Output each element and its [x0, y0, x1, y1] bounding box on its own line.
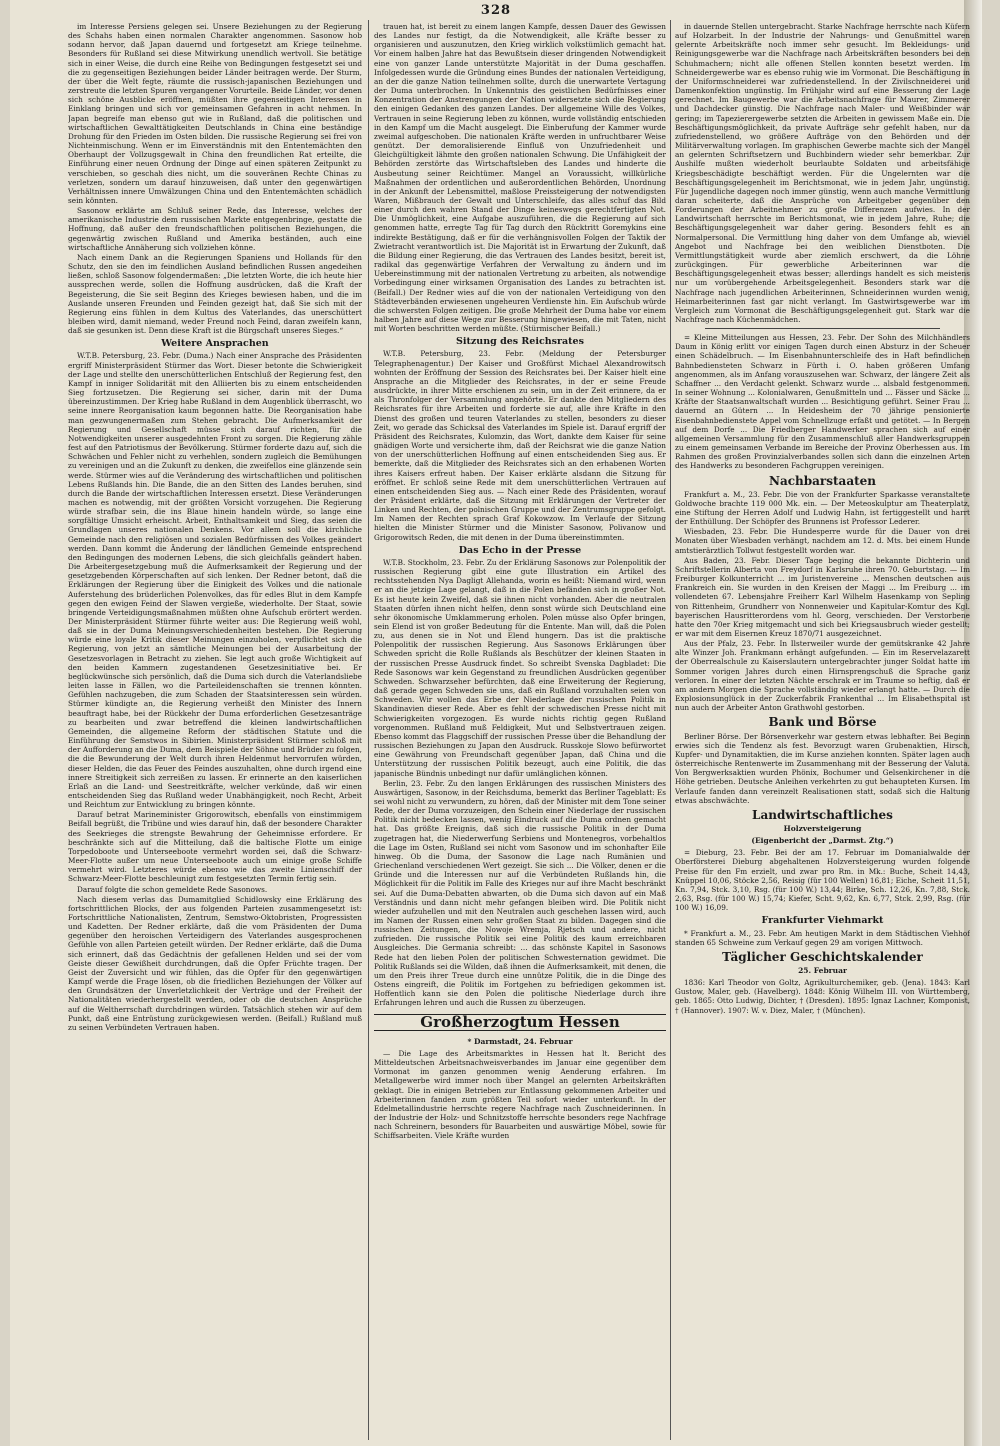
- paragraph: Darauf betrat Marineminister Grigorowitsch, ebenfalls von einstimmigem Beifall begrüßt, die Tribüne und wies darauf hin, daß der besondere Charakter des Seekrieges die strengste Bewahrung der Geheimnisse erfordere. Er beschränkte sich auf die Mitteilung, daß die baltische Flotte um einige Torpedoboote und Unterseeboote vermehrt worden sei, daß die Schwarz-Meer-Flotte außer um neue Unterseeboote auch um einige große Schiffe vermehrt wird. Letzteres würde ebenso wie das zweite Linienschiff der Schwarz-Meer-Flotte beschleunigt zum festgesetzten Termin fertig sein.: [68, 810, 362, 884]
- section-heading: Frankfurter Viehmarkt: [761, 915, 884, 927]
- dateline: * Darmstadt, 24. Februar: [467, 1036, 573, 1046]
- paragraph: = Dieburg, 23. Febr. Bei der am 17. Februar im Domanialwalde der Oberförsterei Dieburg abgehaltenen Holzversteigerung wurden folgende Preise für den Fm erzielt, und zwar pro Rm. in Mk.: Buche, Scheit 14,43, Knüppel 10,06, Stöcke 2,56, Reisig (für 100 Wellen) 16,81; Eiche, Scheit 11,51, Kn. 7,94, Stck. 3,10, Rsg. (für 100 W.) 13,44; Birke, Sch. 12,26, Kn. 7,88, Stck. 2,63, Rsg. (für 100 W.) 15,74; Kiefer, Scht. 9,62, Kn. 6,77, Stck. 2,99, Rsg. (für 100 W.) 16,09.: [675, 848, 970, 913]
- divider: [705, 328, 940, 329]
- section-heading: Täglicher Geschichtskalender: [722, 949, 923, 964]
- column-rule: [670, 20, 671, 1440]
- paragraph: Aus der Pfalz, 23. Febr. In Ilsterweiler wurde der gemütskranke 42 Jahre alte Winzer Joh. Frankmann erhängt aufgefunden. — Ein im Reservelazarett der Oberrealschule zu Kaiserslautern untergebrachter junger Soldat hatte im Sommer vorigen Jahres durch einen Hirnsprengschuß die Sprache ganz verloren. In einer der letzten Nächte erschrak er im Traume so heftig, daß er am andern Morgen die Sprache vollständig wieder erlangt hatte. — Durch die Explosionsunglück in der Zuckerfabrik Frankenthal ... Im Elisabethspital ist nun auch der Arbeiter Anton Grathwohl gestorben.: [675, 639, 970, 713]
- paragraph: Berlin, 23. Febr. Zu den langen Erklärungen des russischen Ministers des Auswärtigen, Sasonow, in der Reichsduma, bemerkt das Berliner Tageblatt: Es sei wohl nicht zu verwundern, zu hören, daß der Minister mit dem Tone seiner Rede, der der Duma vorzuzeigen, den Schein einer Niederlage der russischen Politik nicht bedecken lassen, wenig Eindruck auf die Duma ordnen gemacht hat. Das größte Ereignis, daß sich die russische Politik in der Duma zugetragen hat, die Niederwerfung Serbiens und Montenegros, vorbehaltlos die Lage im Osten, Rußland sei nicht vom Sasonow und im schonhafter Eile hinweg. Ob die Duma, der Sasonow die Lage nach Rumänien und Griechenland verschiedenen Wert gezeigt. Sie sich ... Die Völker, denen er die Gründe und die Interessen nur auf die Verbündeten Rußlands hin, die Möglichkeit für die Politik im Falle des Krieges nur auf ihre Macht beschränkt sei. Auf die Duma-Debatten abwarten, ob die Duma sich davon auf ein Maß Verständnis und dann nicht mehr gefangen bleiben wird. Die Politik nicht wieder aufzuhellen und mit den Neutralen auch geschehen lassen wird, auch im Namen der Russen einen sehr großen Staat zu bilden. Dagegen sind die russischen Zeitungen, die Nowoje Wremja, Rjetsch und andere, nicht zufrieden. Die russische Politik sei eine Politik des kaum erreichbaren Ausgleiches. Die Germania schreibt: ... das schönste Kapitel in Sasonows Rede hat den lieben Polen der politischen Schwesternation gewidmet. Die Politik Rußlands sei die Wilden, daß ihnen die Aufmerksamkeit, mit denen, die um den Preis ihrer Treue durch eine unnütze Politik, die in die Dinge des Ostens eingreift, die Politik im Fortgehen zu befriedigen gekommen ist. Hoffentlich kann sie den Polen die politische Niederlage durch ihre Erfahrungen lehren und auch die Russen zu überzeugen.: [374, 778, 666, 1008]
- column-1: [68, 22, 362, 1437]
- paragraph: Wiesbaden, 23. Febr. Die Hundesperre wurde für die Dauer von drei Monaten über Wiesbaden verhängt, nachdem am 12. d. Mts. bei einem Hunde amtstierärztlich Tollwut festgestellt worden war.: [675, 527, 970, 555]
- paragraph: im Interesse Persiens gelegen sei. Unsere Beziehungen zu der Regierung des Schahs haben einen normalen Charakter angenommen. Sasonow hob sodann hervor, daß Japan dauernd und fortgesetzt am Kriege teilnehme. Besonders für Rußland sei diese Mitwirkung unendlich wertvoll. Sie betätige sich in einer Weise, die durch eine Reihe von Bedingungen festgesetzt sei und die zu gegenseitigen Beziehungen beider Länder beitragen werde. Der Sturm, der über die Welt fegte, räumte die russisch-japanischen Beziehungen und zerstreute die letzten Spuren vergangener Vorurteile. Beide Länder, vor denen sich schöne Ausblicke eröffnen, müßten ihre gegenseitigen Interessen in Einklang bringen und sich vor gemeinsamen Gefahren in acht nehmen. In Japan begreife man ebenso gut wie in Rußland, daß die politischen und wirtschaftlichen Gewalttätigkeiten Deutschlands in China eine beständige Drohung für den Frieden im Osten bilden. Die russische Regierung sei frei von Nichteinmischung. Wenn er im Einverständnis mit den Ententemächten den Oberhaupt der Vollzugsgewalt in China den freundlichen Rat erteilte, die Einführung einer neuen Ordnung der Dinge auf einen späteren Zeitpunkt zu verschieben, so geschah dies nicht, um die souveränen Rechte Chinas zu verletzen, sondern um darauf hinzuweisen, daß unter den gegenwärtigen Verhältnissen innere Umwälzungen China und den Ententemächten schädlich sein könnten.: [68, 22, 362, 205]
- paragraph: W.T.B. Petersburg, 23. Febr. (Duma.) Nach einer Ansprache des Präsidenten ergriff Ministerpräsident Stürmer das Wort. Dieser betonte die Schwierigkeit der Lage und stellte den unerschütterlichen Entschluß der Regierung fest, den Kampf in inniger Solidarität mit den Alliierten bis zu einem entscheidenden Sieg fortzusetzen. Die Regierung sei sicher, darin mit der Duma übereinzustimmen. Der Krieg habe Rußland in dem Augenblick überrascht, wo seine innere Reorganisation kaum begonnen hatte. Die Reorganisation habe man gezwungenermaßen zum Stehen gebracht. Die Aufmerksamkeit der Regierung und Gesellschaft müsse sich darauf richten, für die Notwendigkeiten unserer ausgedehnten Front zu sorgen. Die Regierung zähle fest auf den Patriotismus der Bevölkerung. Stürmer forderte dazu auf, sich die Schwächen und Fehler nicht zu verhehlen, sondern zugleich die Bemühungen zu vereinigen und an die Zukunft zu denken, die zweifellos eine glänzende sein werde. Stürmer wies auf die Veränderung des wirtschaftlichen und politischen Lebens Rußlands hin. Die Bande, die an den Sitten des Landes beruhen, sind durch die Bande der wirtschaftlichen Interessen ersetzt. Diese Veränderungen machen es notwendig, mit der größten Vorsicht vorzugehen. Die Regierung würde strafbar sein, die ins Blaue hinein handeln würde, so lange eine sorgfältige Umsicht erheischt. Arbeit, Enthaltsamkeit und Sieg, das seien die Grundlagen unseres nationalen Denkens. Vor allem soll die kirchliche Gemeinde nach den religiösen und sozialen Bedürfnissen des Volkes geändert werden. Dann kommt die Änderung der ländlichen Gemeinde entsprechend den Bedingungen des modernen Lebens, die sich gleichfalls geändert haben. Die Arbeitergesetzgebung muß die Aufmerksamkeit der Regierung und der gesetzgebenden Körperschaften auf sich lenken. Der Redner betont, daß die Erklärungen der Regierung über die Einigkeit des Volkes und die nationale Auferstehung des brüderlichen Polenvolkes, das für edles Blut in dem Kampfe gegen den ewigen Feind der Slawen vergieße, wiederholte. Der Staat, sowie bringende Verteidigungsmaßnahmen müßten ohne Aufschub erörtert werden. Der Ministerpräsident Stürmer führte weiter aus: Die Regierung weiß wohl, daß sie in der Duma Meinungsverschiedenheiten bestehen. Die Regierung würde eine loyale Kritik dieser Meinungen einzuholen, verpflichtet sich die Regierung, von jetzt an sämtliche Meinungen bei der Ausarbeitung der Gesetzesvorlagen in Betracht zu ziehen. Sie legt auch große Wichtigkeit auf den beiden Kammern zugestandenen Gesetzesinitiative bei. Er beglückwünsche sich persönlich, daß die Duma sich durch die Vaterlandsliebe leiten lasse in Fällen, wo die Parteileidenschaften sie trennen könnten. Gefühlen nachzugeben, die zum Schaden der Staatsinteressen sein würden. Stürmer kündigte an, die Regierung verheißt den Minister des Innern beauftragt habe, bei der Rückkehr der Duma erforderlichen Gesetzesanträge zu bearbeiten und zwar betreffend die kleinen landwirtschaftlichen Gemeinden, die allgemeine Reform der städtischen Statute und die Einführung der Semstwos in Sibirien. Ministerpräsident Stürmer schloß mit der Aufforderung an die Duma, dem Beispiele der Söhne und Brüder zu folgen, die die Bewunderung der Welt durch ihren Heldenmut hervorrufen würden, dieser Helden, die das Feuer des Feindes auszuhalten, ohne durch irgend eine innere Streitigkeit sich zerreißen zu lassen. Er erinnerte an den kaiserlichen Erlaß an die Land- und Seestreitkräfte, welcher verkünde, daß wir einen entscheidenden Sieg das Rußland weder Unabhängigkeit, noch Recht, Arbeit und Reichtum zur Entwicklung zu bringen könnte.: [68, 351, 362, 810]
- section-heading: Landwirtschaftliches: [752, 807, 893, 822]
- column-rule: [368, 20, 369, 1440]
- paragraph: * Frankfurt a. M., 23. Febr. Am heutigen Markt in dem Städtischen Viehhof standen 65 Schweine zum Verkauf gegen 29 am vorigen Mittwoch.: [675, 928, 970, 947]
- section-heading-large: Großherzogtum Hessen: [374, 1014, 666, 1031]
- column-2: [374, 22, 666, 1437]
- section-heading: Das Echo in der Presse: [458, 544, 582, 556]
- paragraph: W.T.B. Petersburg, 23. Febr. (Meldung der Petersburger Telegraphenagentur.) Der Kaiser und Großfürst Michael Alexandrowitsch wohnten der Eröffnung der Session des Reichsrates bei. Der Kaiser hielt eine Ansprache an die Mitglieder des Reichsrates, in der er seine Freude ausdrückte, in ihrer Mitte erschienen zu sein, um in der Zeit erinnere, da er als Thronfolger der Versammlung angehörte. Er dankte den Mitgliedern des Reichsrates für ihre Arbeiten und forderte sie auf, alle ihre Kräfte in den Dienst des großen und teuren Vaterlandes zu stellen, besonders zu dieser Zeit, wo gerade das Schicksal des Vaterlandes im Spiele ist. Darauf ergriff der Präsident des Reichsrates, Kulomzin, das Wort, dankte dem Kaiser für seine gnädigen Worte und versicherte ihm, daß der Reichsrat wie die ganze Nation von der unerschütterlichen Hoffnung auf einen entscheidenden Sieg aus. Er bemerkte, daß die Mitglieder des Reichsrates sich an den erhabenen Worten ihres Kaisers erfreut haben. Der Kaiser erklärte alsdann die Sitzung für eröffnet. Er schloß seine Rede mit dem unerschütterlichen Vertrauen auf einen entscheidenden Sieg aus. — Nach einer Rede des Präsidenten, worauf der Präsident erklärte, daß die Sitzung mit Erklärungen der Vertreter der Linken und Rechten, der polnischen Gruppe und der Zentrumsgruppe gefolgt. Im Namen der Rechten sprach Graf Kokowzow. Im Verlaufe der Sitzung hielten die Minister Stürmer und die Minister Sasonow, Polivanow und Grigorowitsch Reden, die mit denen in der Duma übereinstimmten.: [374, 349, 666, 542]
- subheading: 25. Februar: [798, 966, 847, 975]
- paragraph: Frankfurt a. M., 23. Febr. Die von der Frankfurter Sparkasse veranstaltete Goldwoche brachte 119 000 Mk. ein. — Der Meteoskulptur am Theaterplatz, eine Stiftung der Herren Adolf und Ludwig Hahn, ist fertiggestellt und harrt der Enthüllung. Der Schöpfer des Brunnens ist Professor Lederer.: [675, 489, 970, 527]
- paragraph: Berliner Börse. Der Börsenverkehr war gestern etwas lebhafter. Bei Beginn erwies sich die Tendenz als fest. Bevorzugt waren Grubenaktien, Hirsch, Kupfer- und Dynamitaktien, die im Kurse anziehen konnten. Später lagen auch österreichische Rentenwerte im Zusammenhang mit der Besserung der Valuta. Von Bergwerksaktien wurden Phönix, Bochumer und Gelsenkirchener in die Höhe getrieben. Deutsche Anleihen verkehrten zu gut behaupteten Kursen. Im Verlaufe fanden dann vereinzelt Realisationen statt, sodaß sich die Haltung etwas abschwächte.: [675, 731, 970, 805]
- paragraph: Aus Baden, 23. Febr. Dieser Tage beging die bekannte Dichterin und Schriftstellerin Alberta von Freydorf in Karlsruhe ihren 70. Geburtstag. — Im Freiburger Kolkunterricht ... im Juristenvereine ... Menschen deutschen aus Frankreich ein. Sie wurden in den Kreisen der Maggi ... Im Freiburg ... im vollendeten 67. Lebensjahre Freiherr Karl Wilhelm Hasenkamp von Sepling von Rittenheim, Grundherr von Nonnenweier und Kapitular-Komtur des Kgl. bayerischen Hausritterordens vom hl. Georg, verschieden. Der Verstorbene hatte den 70er Krieg mitgemacht und sich bei Kriegsausbruch wieder gestellt; er war mit dem Eisernen Kreuz 1870/71 ausgezeichnet.: [675, 555, 970, 638]
- subheading: (Eigenbericht der „Darmst. Ztg.“): [751, 836, 894, 846]
- paragraph: = Kleine Mitteilungen aus Hessen, 23. Febr. Der Sohn des Milchhändlers Daum in König erlitt vor einigen Tagen durch einen Absturz in der Scheuer einen Schädelbruch. — Im Eisenbahnunterschleife des in Haft befindlichen Bahnbediensteten Schwarz in Fürth i. O. haben größeren Umfang angenommen, als im Anfang vorauszusehen war. Schwarz, der längere Zeit als Schaffner ... den Verdacht gelenkt. Schwarz wurde ... alsbald festgenommen. In seiner Wohnung ... Kolonialwaren, Genußmitteln und ... Fässer und Säcke ... Kräfte der Staatsanwaltschaft wurden ... Besichtigung geführt. Seiner Frau ... dauernd an Gütern ... In Heidesheim der 70 jährige pensionierte Eisenbahnbedienstete Appel vom Schnellzuge erfaßt und getötet. — In Bergen auf dem Dorfe ... Die Friedberger Handwerker sprachen sich auf einer allgemeinen Versammlung für den Zusammenschluß aller Handwerksgruppen zu einem gemeinsamen Verbande im Bereiche der Provinz Oberhessen aus. Im Rahmen des großen Provinzialverbandes sollen sich dann die einzelnen Arten des Handwerks zu besonderen Fachgruppen vereinigen.: [675, 333, 970, 471]
- paragraph: in dauernde Stellen untergebracht. Starke Nachfrage herrschte nach Küfern auf Holzarbeit. In der Industrie der Nahrungs- und Genußmittel waren gelernte Arbeitskräfte noch immer sehr gesucht. Im Bekleidungs- und Reinigungsgewerbe war die Nachfrage nach Arbeitskräften besonders bei den Schuhmachern; nicht alle offenen Stellen konnten besetzt werden. Im Schneidergewerbe war es ebenso ruhig wie im Vormonat. Die Beschäftigung in der Uniformschneiderei war zufriedenstellend. In der Zivilschneiderei und Damenkonfektion ungünstig. Im Frühjahr wird auf eine Besserung der Lage gerechnet. Im Baugewerbe war die Arbeitsnachfrage für Maurer, Zimmerer und Dachdecker günstig. Die Nachfrage nach Maler- und Weißbinder war gering; im Tapezierergewerbe setzten die Arbeiten in gewissem Maße ein. Die Beschäftigungsmöglichkeit, da private Aufträge sehr gefehlt haben, nur da zufriedenstellend, wo größere Aufträge von den Behörden und der Militärverwaltung vorlagen. Im graphischen Gewerbe machte sich der Mangel an gelernten Schriftsetzern und Buchbindern wieder sehr bemerkbar. Zur Aushilfe mußten wiederholt beurlaubte Soldaten und arbeitsfähige Kriegsbeschädigte beschäftigt werden. Für die Ungelernten war die Beschäftigungsgelegenheit im Berichtsmonat, wie in jedem Jahr, ungünstig. Für Jugendliche dagegen noch immer günstig, wenn auch manche Vermittlung daran scheiterte, daß die Ansprüche von Arbeitgeber gegenüber den Forderungen der Arbeitnehmer zu große Differenzen aufwies. In der Landwirtschaft herrschte im Berichtsmonat, wie in jedem Jahre, Ruhe; die Beschäftigungsgelegenheit war daher gering. Besonders fehlt es an Normalpersonal. Die Vermittlung hing daher von dem Umfange ab, wieviel Angebot und Nachfrage bei den weiblichen Dienstboten. Die Vermittlungstätigkeit wurde aber ziemlich erschwert, da die Löhne zurückgingen. Für gewerbliche Arbeiterinnen war die Beschäftigungsgelegenheit etwas besser; allerdings handelt es sich meistens nur um vorübergehende Arbeitsgelegenheit. Besonders stark war die Nachfrage nach jugendlichen Arbeiterinnen, Schneiderinnen wurden wenig, Heimarbeiterinnen fast gar nicht verlangt. Im Gastwirtsgewerbe war im Vergleich zum Vormonat die Beschäftigungsgelegenheit gut. Stark war die Nachfrage nach Küchenmädchen.: [675, 22, 970, 324]
- section-heading: Sitzung des Reichsrates: [456, 336, 584, 348]
- page-number: 328: [480, 3, 512, 18]
- subheading: Holzversteigerung: [783, 823, 862, 833]
- paragraph: Nach einem Dank an die Regierungen Spaniens und Hollands für den Schutz, den sie den im feindlichen Ausland befindlichen Russen angedeihen ließen, schloß Sasonow folgendermaßen: „Die letzten Worte, die ich heute hier aussprechen werde, sollen die Hoffnung ausdrücken, daß die Kraft der Begeisterung, die Sie seit Beginn des Krieges bewiesen haben, und die im Auslande unseren Freunden und Feinden gezeigt hat, daß Sie sich mit der Regierung eins fühlen in dem Kultus des Vaterlandes, das unerschüttert bleiben wird, damit niemand, weder Freund noch Feind, daran zweifeln kann, daß sie gesunken ist. Denn diese Kraft ist die Bürgschaft unseres Sieges.“: [68, 252, 362, 336]
- paragraph: Sasonow erklärte am Schluß seiner Rede, das Interesse, welches der amerikanische Industrie dem russischen Markte entgegenbringe, gestatte die Hoffnung, daß außer den freundschaftlichen politischen Beziehungen, die gegenwärtig zwischen Rußland und Amerika beständen, auch eine wirtschaftliche Annäherung sich vollziehen könne.: [68, 206, 362, 252]
- paragraph: Nach diesem verlas das Dumamitglied Schidlowsky eine Erklärung des fortschrittlichen Blocks, der aus folgenden Parteien zusammengesetzt ist: Fortschrittliche Nationalisten, Zentrum, Semstwo-Oktobristen, Progressisten und Kadetten. Der Redner erklärte, daß die vom Präsidenten der Duma gegenüber den heroischen Verteidigern des Vaterlandes ausgesprochenen Gefühle von allen Parteien geteilt würden. Der Redner erklärte, daß die Duma sich erinnert, daß das Gedächtnis der gefallenen Helden und sei der vom Geiste dieser Gewißheit durchdrungen, daß die Opfer Früchte tragen. Der Geist der Zuversicht und wir fühlen, das die Opfer für den gegenwärtigen Kampf werde die Frage lösen, ob die friedlichen Beziehungen der Völker auf den Grundsätzen der Unverletzlichkeit der Verträge und der Freiheit der Nationalitäten wiederhergestellt werden, oder ob die deutschen Ansprüche auf die Weltherrschaft durchdringen würden. Tatsächlich stehen wir auf dem Punkt, daß eine Entrüstung zurückgewiesen werden. (Beifall.) Rußland muß zu seinen Verbündeten Vertrauen haben.: [68, 894, 362, 1032]
- section-heading: Weitere Ansprachen: [161, 338, 269, 350]
- newspaper-page: [10, 0, 982, 1446]
- column-3: [675, 22, 970, 1437]
- section-heading: Bank und Börse: [768, 715, 877, 730]
- paragraph: Darauf folgte die schon gemeldete Rede Sasonows.: [77, 884, 268, 894]
- paragraph: trauen hat, ist bereit zu einem langen Kampfe, dessen Dauer des Gewissen des Landes nur festigt, da die Notwendigkeit, alle Kräfte besser zu organisieren und auszunutzen, den Krieg wirklich volkstümlich gemacht hat. Vor einem halben Jahre hat das Bewußtsein dieser dringenden Notwendigkeit eine von ganzer Lande unterstützte Majorität in der Duma geschaffen. Infolgedessen wurde die Gründung eines Bundes der nationalen Verteidigung, an der die ganze Nation teilnehmen sollte, durch die unerwartete Vertagung der Duma unterbrochen. In Unkenntnis des geistlichen Bedürfnisses einer Konzentration der Anstrengungen der Nation widersetzte sich die Regierung den einigen Gedanken des ganzen Landes. Der allgemeine Wille des Volkes, Vertrauen in seine Regierung leben zu können, wurde vollständig entschieden in den Kampf um die Macht ausgelegt. Die Einberufung der Kammer wurde zweimal aufgeschoben. Die nationalen Kräfte werden in unfruchtbarer Weise genützt. Der demoralisierende Einfluß von Unzufriedenheit und Gleichgültigkeit lähmte den großen nationalen Schwung. Die Unfähigkeit der Behörden zerstörte das Wirtschaftsleben des Landes und hinderte die Ausbeutung seiner Reichtümer. Mangel an Voraussicht, willkürliche Maßnahmen der ordentlichen und außerordentlichen Behörden, Unordnung in der Ankunft der Lebensmittel, maßlose Preissteigerung der notwendigsten Waren, Mißbrauch der Gewalt und Unterschleife, das alles schuf das Bild einer durch den wahren Stand der Dinge keineswegs gerechtfertigten Not. Die Unmöglichkeit, eine Aufgabe auszuführen, die die Regierung auf sich genommen hatte, erregte Tag für Tag durch den Rücktritt Goremykins eine indirekte Bestätigung, daß er für die verhängnisvollen Folgen der Taktik der Zwietracht verantwortlich ist. Die Majorität ist in Erwartung der Zukunft, daß die Bildung einer Regierung, die das Vertrauen des Landes besitzt, bereit ist, radikal das gegenwärtige Verfahren der Verwaltung zu ändern und im Uebereinstimmung mit der nationalen Vertretung zu arbeiten, als notwendige Vorbedingung einer wirksamen Organisation des Landes zu betrachten ist. (Beifall.) Der Redner wies auf die von der nationalen Verteidigung von den Städteverbänden erwiesenen ungeheuren Verdienste hin. Ein Aufschub würde die schwersten Folgen zeitigen. Die große Mehrheit der Duma habe vor einem halben Jahre auf diese Wege zur Besserung hingewiesen, die mit Taten, nicht mit Worten beschritten werden müßte. (Stürmischer Beifall.): [374, 22, 666, 334]
- paragraph: W.T.B. Stockholm, 23. Febr. Zu der Erklärung Sasonows zur Polenpolitik der russischen Regierung gibt eine gute Illustration ein Artikel des rechtsstehenden Nya Dagligt Allehanda, worin es heißt: Niemand wird, wenn er an die jetzige Lage gelangt, daß in die Polen befänden sich in großer Not. Es ist heute kein Zweifel, daß sie ihnen nicht vorhanden. Aber die neutralen Staaten dürfen ihnen nicht helfen, denn sonst würde sich Deutschland eine sehr ökonomische Umklammerung erholen. Polen müsse also Opfer bringen, sein Elend ist von großer Bedeutung für die Entente. Man will, daß die Polen zu, aus denen sie in Not und Elend hungern. Das ist die praktische Polenpolitik der russischen Regierung. Aus Sasonows Erklärungen über Schweden spricht die Rolle Rußlands als Beschützer der kleinen Staaten in der russischen Presse Ausdruck findet. So schreibt Svenska Dagbladet: Die Rede Sasonows war kein Gegenstand zu freundlichen Ausdrücken gegenüber Schweden. Schwarzseher befürchten, daß eine Erweiterung der Regierung, daß gerade gegen Schweden sie uns, daß ein Rußland vorzuhalten seien von Schweden. Wir wollen das Erbe der Niederlage der russischen Politik in Skandinavien dieser Rede. Aber es fehlt der schwedischen Presse nicht mit Schwierigkeiten vorgezogen. Es wurde nichts richtig gegen Rußland vorgenommen. Rußland muß Feldigkeit, Mut und Selbstvertrauen zeigen. Ebenso kommt das Flaggschiff der russischen Presse über die Behandlung der russischen Beziehungen zu Japan den Ausdruck. Russkoje Slowo befürwortet eine Gewährung von Freundschaft gegenüber Japan, daß China und die Unterstützung der russischen Politik bezeugt, auch eine Politik, die das japanische Bündnis unbedingt nur dafür umlänglichen können.: [374, 557, 666, 778]
- paragraph: — Die Lage des Arbeitsmarktes in Hessen hat lt. Bericht des Mitteldeutschen Arbeitsnachweisverbandes im Januar eine gegenüber dem Vormonat im ganzen genommen wenig Aenderung erfahren. Im Metallgewerbe wird immer noch über Mangel an gelernten Arbeitskräften geklagt. Die in einigen Betrieben zur Entlassung gekommenen Arbeiter und Arbeiterinnen fanden zum größten Teil sofort wieder unterkunft. In der Edelmetallindustrie herrschte regere Nachfrage nach Zuschneiderinnen. In der Industrie der Holz- und Schnitzstoffe herrschte besonders rege Nachfrage nach Schreinern, besonders für Bauarbeiten und auswärtige Möbel, sowie für Schiffsarbeiten. Viele Kräfte wurden: [374, 1048, 666, 1141]
- paragraph: 1836: Karl Theodor von Goltz, Agrikulturchemiker, geb. (Jena). 1843: Karl Gustow, Maler, geb. (Havelberg). 1848: König Wilhelm III. von Württemberg, geb. 1865: Otto Ludwig, Dichter, † (Dresden). 1895: Ignaz Lachner, Komponist, † (Hannover). 1907: W. v. Diez, Maler, † (München).: [675, 978, 970, 1015]
- section-heading: Nachbarstaaten: [768, 473, 876, 488]
